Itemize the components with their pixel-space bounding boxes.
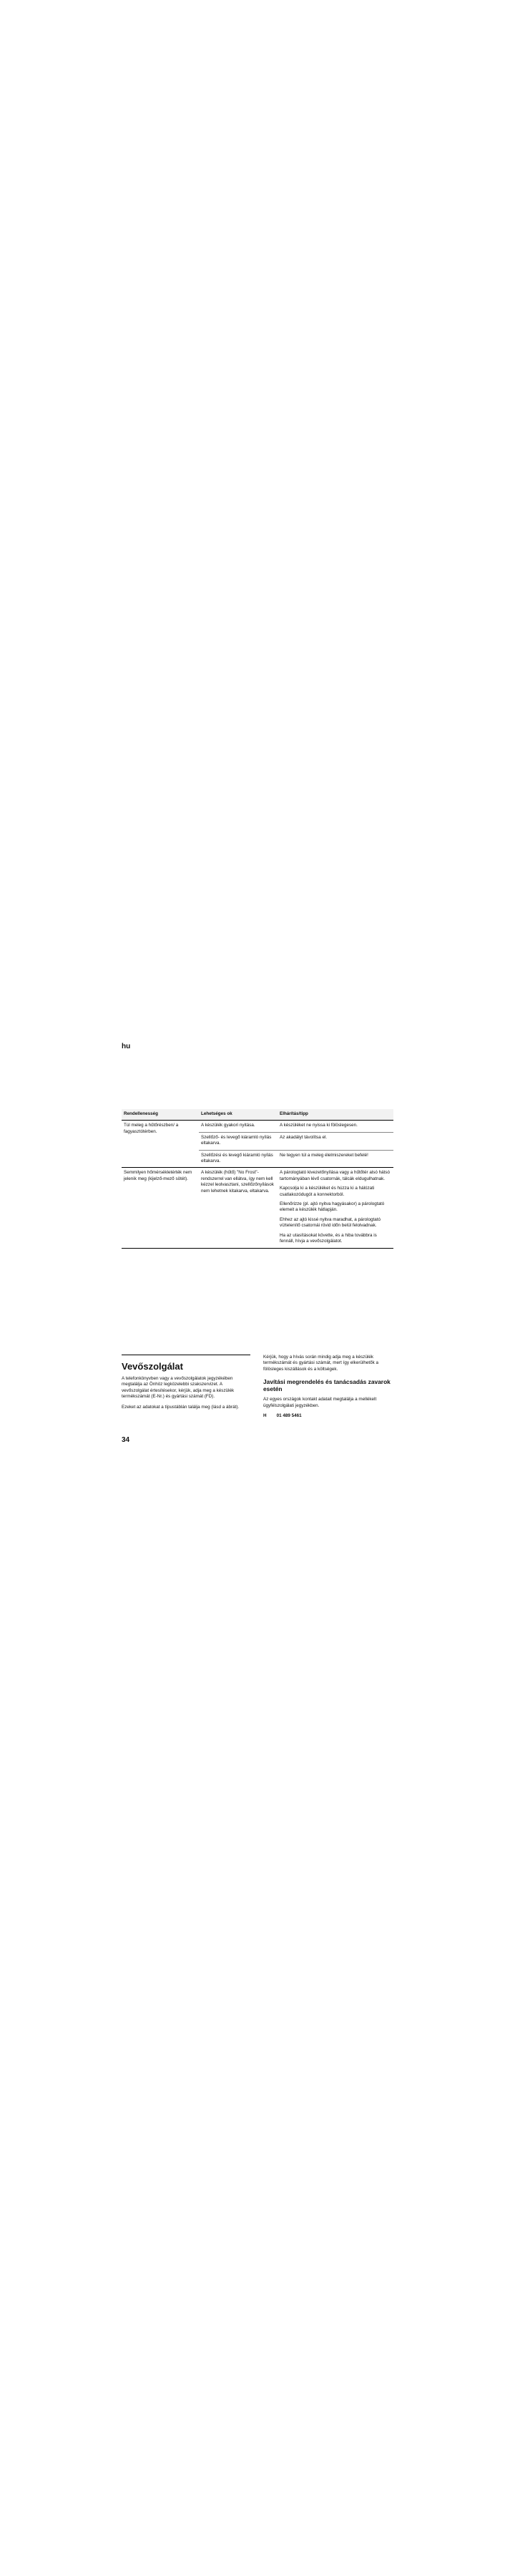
table-header-fault: Rendellenesség xyxy=(122,1109,199,1121)
remedy-text: A párologtató kivezetőnyílása vagy a hűtőtér alsó hátsó tartományában lévő csatornák, tálcák eldugulhatnak. xyxy=(280,1170,391,1181)
fault-cell: Túl meleg a hűtőrészben/ a fagyasztótérben. xyxy=(122,1121,199,1168)
remedy-text: Kapcsolja ki a készüléket és húzza ki a hálózati csatlakozódugót a konnektorból. xyxy=(280,1186,375,1197)
remedy-text: Ehhez az ajtó kissé nyitva maradhat, a párologtató víztelenítő csatornái rövid időn belül felolvadnak. xyxy=(280,1216,381,1229)
remedy-text: Ellenőrizze (pl. ajtó nyitva hagyásakor) a párologtató elemeit a készülék hátlapján. xyxy=(280,1201,385,1213)
table-header-remedy: Elhárítás/tipp xyxy=(278,1109,393,1121)
service-nameplate-note: Ezeket az adatokat a típustáblán találja meg (lásd a ábrát). xyxy=(122,1404,240,1410)
cause-cell: A készülék gyakori nyitása. xyxy=(201,1123,255,1128)
service-title: Vevőszolgálat xyxy=(122,1361,183,1372)
cause-cell: Szellőzési és levegő kiáramló nyílás eltakarva. xyxy=(199,1150,278,1168)
table-row xyxy=(122,1121,393,1132)
service-continued-text: Kérjük, hogy a hívás során mindig adja meg a készülék termékszámát és gyártási számát, mert így elkerülhetők a fölösleges kiszállások és a költségek. xyxy=(263,1355,378,1372)
repair-title: Javítási megrendelés és tanácsadás zavarok esetén xyxy=(263,1378,391,1393)
troubleshooting-table xyxy=(122,1109,393,1249)
remedy-cell: Az akadályt távolítsa el. xyxy=(278,1132,393,1150)
cause-cell: Szellőző- és levegő kiáramló nyílás eltakarva. xyxy=(199,1132,278,1150)
page-number: 34 xyxy=(122,1436,130,1444)
service-left-column xyxy=(122,1355,250,1410)
phone-country: H xyxy=(263,1413,267,1419)
repair-text: Az egyes országok kontakt adatait megtalálja a mellékelt ügyfélszolgálati jegyzékben. xyxy=(263,1397,377,1408)
cause-cell: A készülék (hűtő) "No Frost"-rendszerrel van ellátva, így nem kell kézzel leolvasztani, szellőzőnyílások nem lehetnek kitakarva, eltakarva. xyxy=(199,1168,278,1248)
service-intro: A telefonkönyvben vagy a vevőszolgálatok jegyzékében megtalálja az Önhöz legközelebbi szakszervizet. A vevőszolgálat értesítésekor, kérjük, adja meg a készülék termékszámát (E-Nr.) és gyártási számát (FD). xyxy=(122,1376,235,1400)
phone-number: 01 489 5461 xyxy=(276,1413,302,1419)
remedy-cell xyxy=(278,1168,393,1248)
remedy-text: Ha az utasításokat követte, és a hiba továbbra is fennáll, hívja a vevőszolgálatot. xyxy=(280,1232,377,1244)
remedy-cell: Ne tegyen túl a meleg élelmiszereket befelé! xyxy=(278,1150,393,1168)
fault-cell: Semmilyen hőmérsékletérték nem jelenik meg (kijelző-mező sötét). xyxy=(122,1168,199,1248)
remedy-cell: A készüléket ne nyissa ki fölöslegesen. xyxy=(280,1123,358,1128)
table-header-cause: Lehetséges ok xyxy=(199,1109,278,1121)
service-right-column xyxy=(263,1355,392,1419)
table-row xyxy=(122,1168,393,1248)
phone-line xyxy=(263,1413,392,1419)
language-label: hu xyxy=(122,1043,131,1050)
